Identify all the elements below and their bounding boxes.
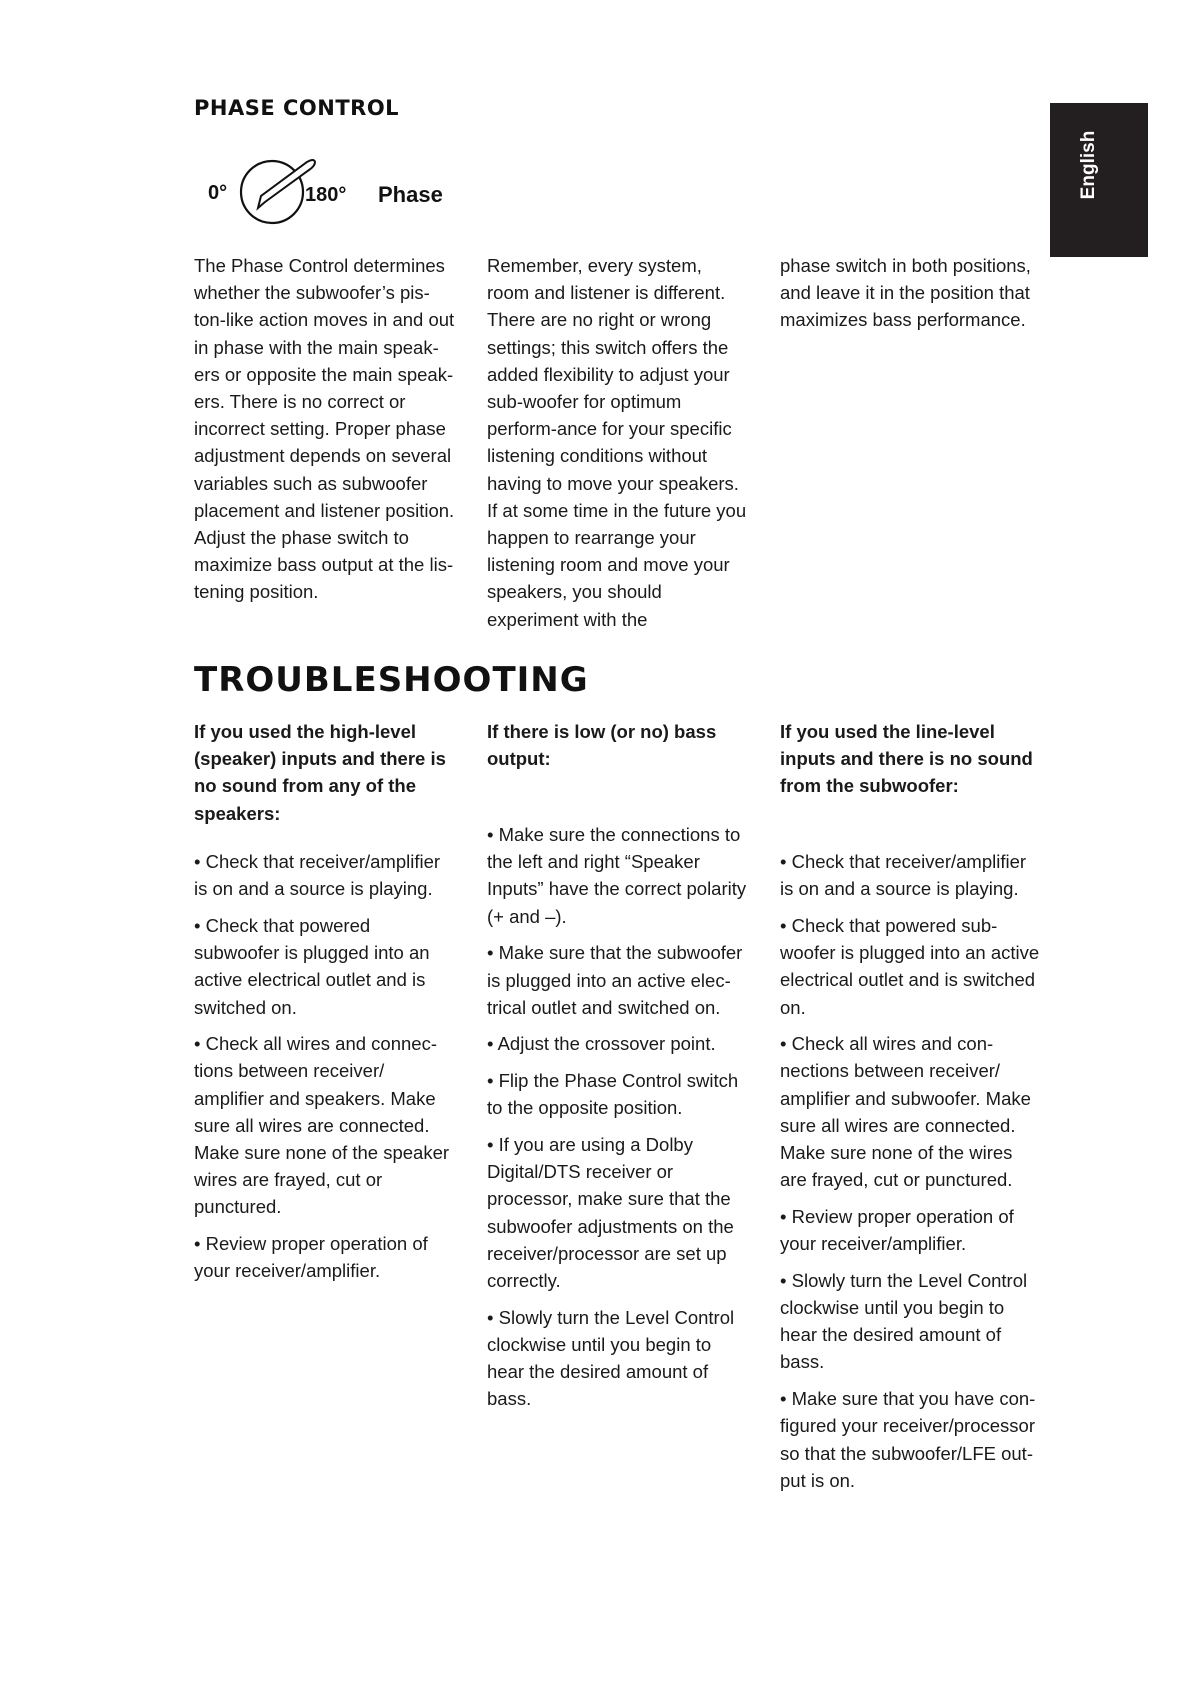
phase-paragraph-2: Remember, every system, room and listener is different. There are no right or wrong settings; this switch offers the added flexibility to adjust your sub-woofer for optimum perform-ance for your specific listening conditions without having to move your speakers. If at some time in the future you happen to rearrange your listening room and move your speakers, you should experiment with the bbox=[487, 255, 747, 630]
list-item: • Check that receiver/amplifier is on and a source is playing. bbox=[780, 851, 1027, 900]
list-item: • Review proper operation of your receiver/amplifier. bbox=[194, 1233, 428, 1282]
trouble-col-2-list bbox=[487, 821, 749, 1422]
list-item: • Check all wires and connec-tions between receiver/ amplifier and speakers. Make sure all wires are connected. Make sure none of the speaker wires are frayed, cut or punctured. bbox=[194, 1033, 450, 1218]
trouble-col-1-list bbox=[194, 848, 456, 1294]
list-item: • Review proper operation of your receiver/amplifier. bbox=[780, 1205, 1014, 1255]
trouble-col-3-list bbox=[780, 848, 1042, 1503]
trouble-col-2-title: If there is low (or no) bass output: bbox=[487, 721, 717, 770]
phase-paragraph-1: The Phase Control determines whether the subwoofer’s pis-ton-like action moves in and out in phase with the main speak-ers or opposite the main speak-ers. There is no correct or incorrect setting. Proper phase adjustment depends on several variables such as subwoofer placement and listener position. Adjust the phase switch to maximize bass output at the lis-tening position. bbox=[194, 255, 455, 603]
phase-diagram bbox=[205, 152, 455, 227]
list-item: • Make sure that you have con-figured your receiver/processor so that the subwoofer/LFE out-put is on. bbox=[780, 1388, 1036, 1491]
phase-zero-label: 0° bbox=[208, 182, 228, 204]
trouble-col-3-title: If you used the line-level inputs and there is no sound from the subwoofer: bbox=[780, 721, 1033, 797]
phase-text-column-1 bbox=[194, 252, 456, 606]
phase-180-label: 180° bbox=[305, 184, 347, 206]
list-item: • Check all wires and con-nections between receiver/ amplifier and subwoofer. Make sure all wires are connected. Make sure none of the wires are frayed, cut or punctured. bbox=[780, 1033, 1031, 1191]
troubleshooting-heading: TROUBLESHOOTING bbox=[194, 660, 589, 700]
list-item: • Slowly turn the Level Control clockwise until you begin to hear the desired amount of bass. bbox=[487, 1306, 735, 1410]
list-item: • Check that powered subwoofer is plugged into an active electrical outlet and is switched on. bbox=[194, 914, 430, 1018]
list-item: • Check that powered sub-woofer is plugged into an active electrical outlet and is switched on. bbox=[780, 914, 1040, 1018]
list-item: • If you are using a Dolby Digital/DTS receiver or processor, make sure that the subwoofer adjustments on the receiver/processor are set up correctly. bbox=[487, 1134, 734, 1292]
list-item: • Adjust the crossover point. bbox=[487, 1033, 716, 1055]
phase-text-column-3 bbox=[780, 252, 1042, 334]
list-item: • Slowly turn the Level Control clockwise until you begin to hear the desired amount of bass. bbox=[780, 1269, 1028, 1373]
phase-control-heading: PHASE CONTROL bbox=[194, 96, 400, 120]
list-item: • Make sure that the subwoofer is plugged into an active elec-trical outlet and switched on. bbox=[487, 942, 743, 1018]
trouble-col-1-title: If you used the high-level (speaker) inputs and there is no sound from any of the speakers: bbox=[194, 721, 446, 824]
phase-label: Phase bbox=[378, 182, 443, 207]
phase-text-column-2 bbox=[487, 252, 749, 633]
list-item: • Flip the Phase Control switch to the opposite position. bbox=[487, 1070, 739, 1119]
list-item: • Make sure the connections to the left and right “Speaker Inputs” have the correct polarity (+ and –). bbox=[487, 824, 747, 927]
phase-paragraph-3: phase switch in both positions, and leave it in the position that maximizes bass performance. bbox=[780, 255, 1031, 331]
language-tab-label: English bbox=[1078, 130, 1099, 200]
list-item: • Check that receiver/amplifier is on and a source is playing. bbox=[194, 851, 441, 900]
